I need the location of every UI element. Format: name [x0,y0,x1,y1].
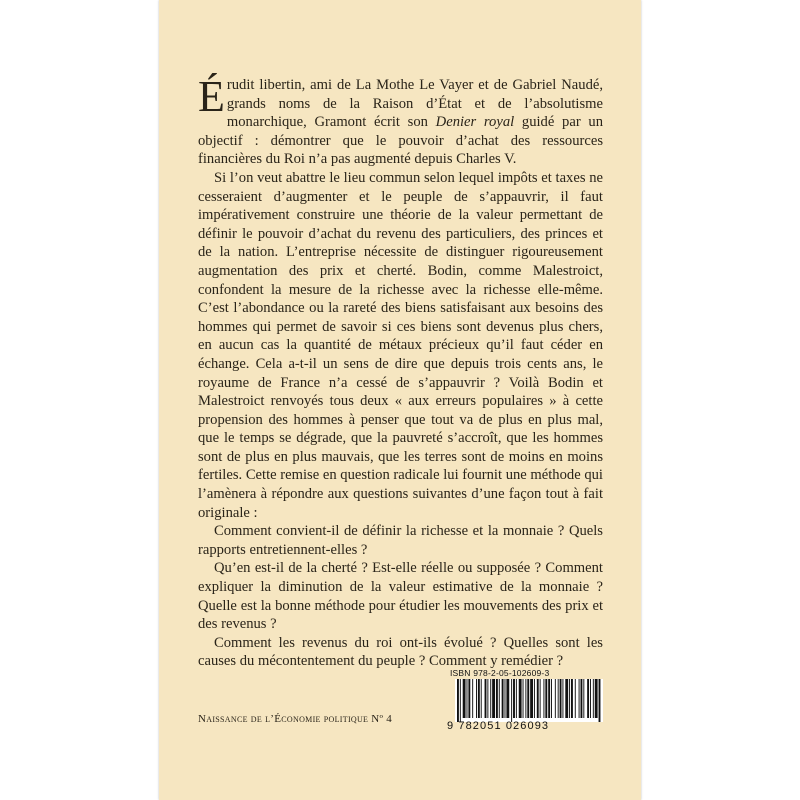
barcode-bar [519,679,522,718]
barcode-bar [485,679,487,718]
book-title-italic: Denier royal [435,114,515,131]
barcode-bar [516,679,517,718]
barcode-bar [579,679,580,718]
series-label: Naissance de l’Économie politique Nº 4 [198,713,393,725]
paragraph-3: Comment convient-il de définir la richesse et la monnaie ? Quels rapports entretiennent-elles ? [198,523,603,558]
barcode-bar [457,679,459,722]
barcode-bar [463,679,466,718]
barcode-bar [481,679,482,718]
barcode-bar [506,679,509,718]
isbn-label: ISBN 978-2-05-102609-3 [450,668,550,678]
barcode-bar [527,679,529,718]
barcode-bar [581,679,583,718]
barcode-bar [545,679,547,718]
barcode-bar [587,679,589,718]
paragraph-1 [198,72,603,169]
barcode-bar [505,679,506,718]
barcode-bar [555,679,556,718]
barcode-digits: 9 782051 026093 [447,720,550,732]
barcode-bar [575,679,576,718]
drop-cap: É [198,72,225,121]
barcode-bar [595,679,598,718]
paragraph-2: Si l’on veut abattre le lieu commun selon lequel impôts et taxes ne cesseraient d’augmenter et le peuple de s’appauvrir, il faut impérativement construire une théorie de la valeur permettant de définir le pouvoir d’achat du revenu des particuliers, des princes et de la nation. L’entreprise nécessite de distinguer rigoureusement augmentation des prix et cherté. Bodin, comme Malestroict, confondent la mesure de la richesse avec la richesse elle-même. C’est l’abondance ou la rareté des biens satisfaisant aux besoins des hommes qui permet de savoir si ces biens sont devenus plus chers, en aucun cas la quantité de métaux précieux qu’il faut céder en échange. Cela a-t-il un sens de dire que depuis trois cents ans, le royaume de France n’a cessé de s’appauvrir ? Voilà Bodin et Malestroict renvoyés tous deux « aux erreurs populaires » à cette propension des hommes à penser que tout va de plus en plus mal, que le temps se dégrade, que la pauvreté s’accroît, que les hommes sont de plus en plus mauvais, que les terres sont de moins en moins fertiles. Cette remise en question radicale lui fournit une méthode qui l’amènera à répondre aux questions suivantes d’une façon tout à fait originale : [198,169,603,521]
barcode-bar [468,679,470,718]
barcode-icon [455,679,603,722]
paragraph-4: Qu’en est-il de la cherté ? Est-elle réelle ou supposée ? Comment expliquer la diminution de la valeur estimative de la monnaie ? Quelle est la bonne méthode pour étudier les mouvements des prix et des revenus ? [198,560,603,633]
barcode-bar [530,679,533,718]
barcode-bar [487,679,488,718]
barcode-bar [523,679,524,718]
paragraph-5: Comment les revenus du roi ont-ils évolué ? Quelles sont les causes du mécontentement du peuple ? Comment y remédier ? [198,634,603,670]
barcode-bar [548,679,550,718]
barcode-bar [599,679,601,722]
barcode-bar [472,679,473,718]
barcode-bar [513,679,515,718]
barcode-bar [534,679,535,718]
barcode-bar [543,679,544,718]
barcode-bar [583,679,584,718]
barcode-bar [569,679,570,718]
barcode-bar [467,679,468,718]
barcode-bar [565,679,568,718]
barcode-bar [511,679,512,722]
book-back-cover [159,0,641,800]
barcode-bar [525,679,526,718]
barcode-bar [492,679,495,718]
barcode-bar [499,679,500,718]
blurb-text [198,72,603,671]
barcode-bar [562,679,563,718]
barcode-bar [537,679,539,718]
barcode-bar [590,679,591,718]
paragraph-1-end: guidé par un objectif : démontrer que le pouvoir d’achat des ressources financières du Roi n’a pas augmenté depuis Charles V. [198,114,603,168]
barcode-bar [476,679,477,718]
barcode-bar [502,679,504,718]
barcode-bar [540,679,541,718]
isbn-barcode-block [447,668,605,732]
barcode-bar [496,679,498,718]
barcode-bar [551,679,552,718]
barcode-bar [460,679,461,722]
barcode-bar [558,679,559,718]
barcode-bar [571,679,573,718]
paragraph-1-text: rudit libertin, ami de La Mothe Le Vayer et de Gabriel Naudé, grands noms de la Raison d’État et de l’absolutisme monarchique, Gramont écrit son [226,77,603,131]
barcode-bar [593,679,594,718]
barcode-bar [490,679,491,718]
barcode-bar [478,679,480,718]
barcode-bar [560,679,562,718]
